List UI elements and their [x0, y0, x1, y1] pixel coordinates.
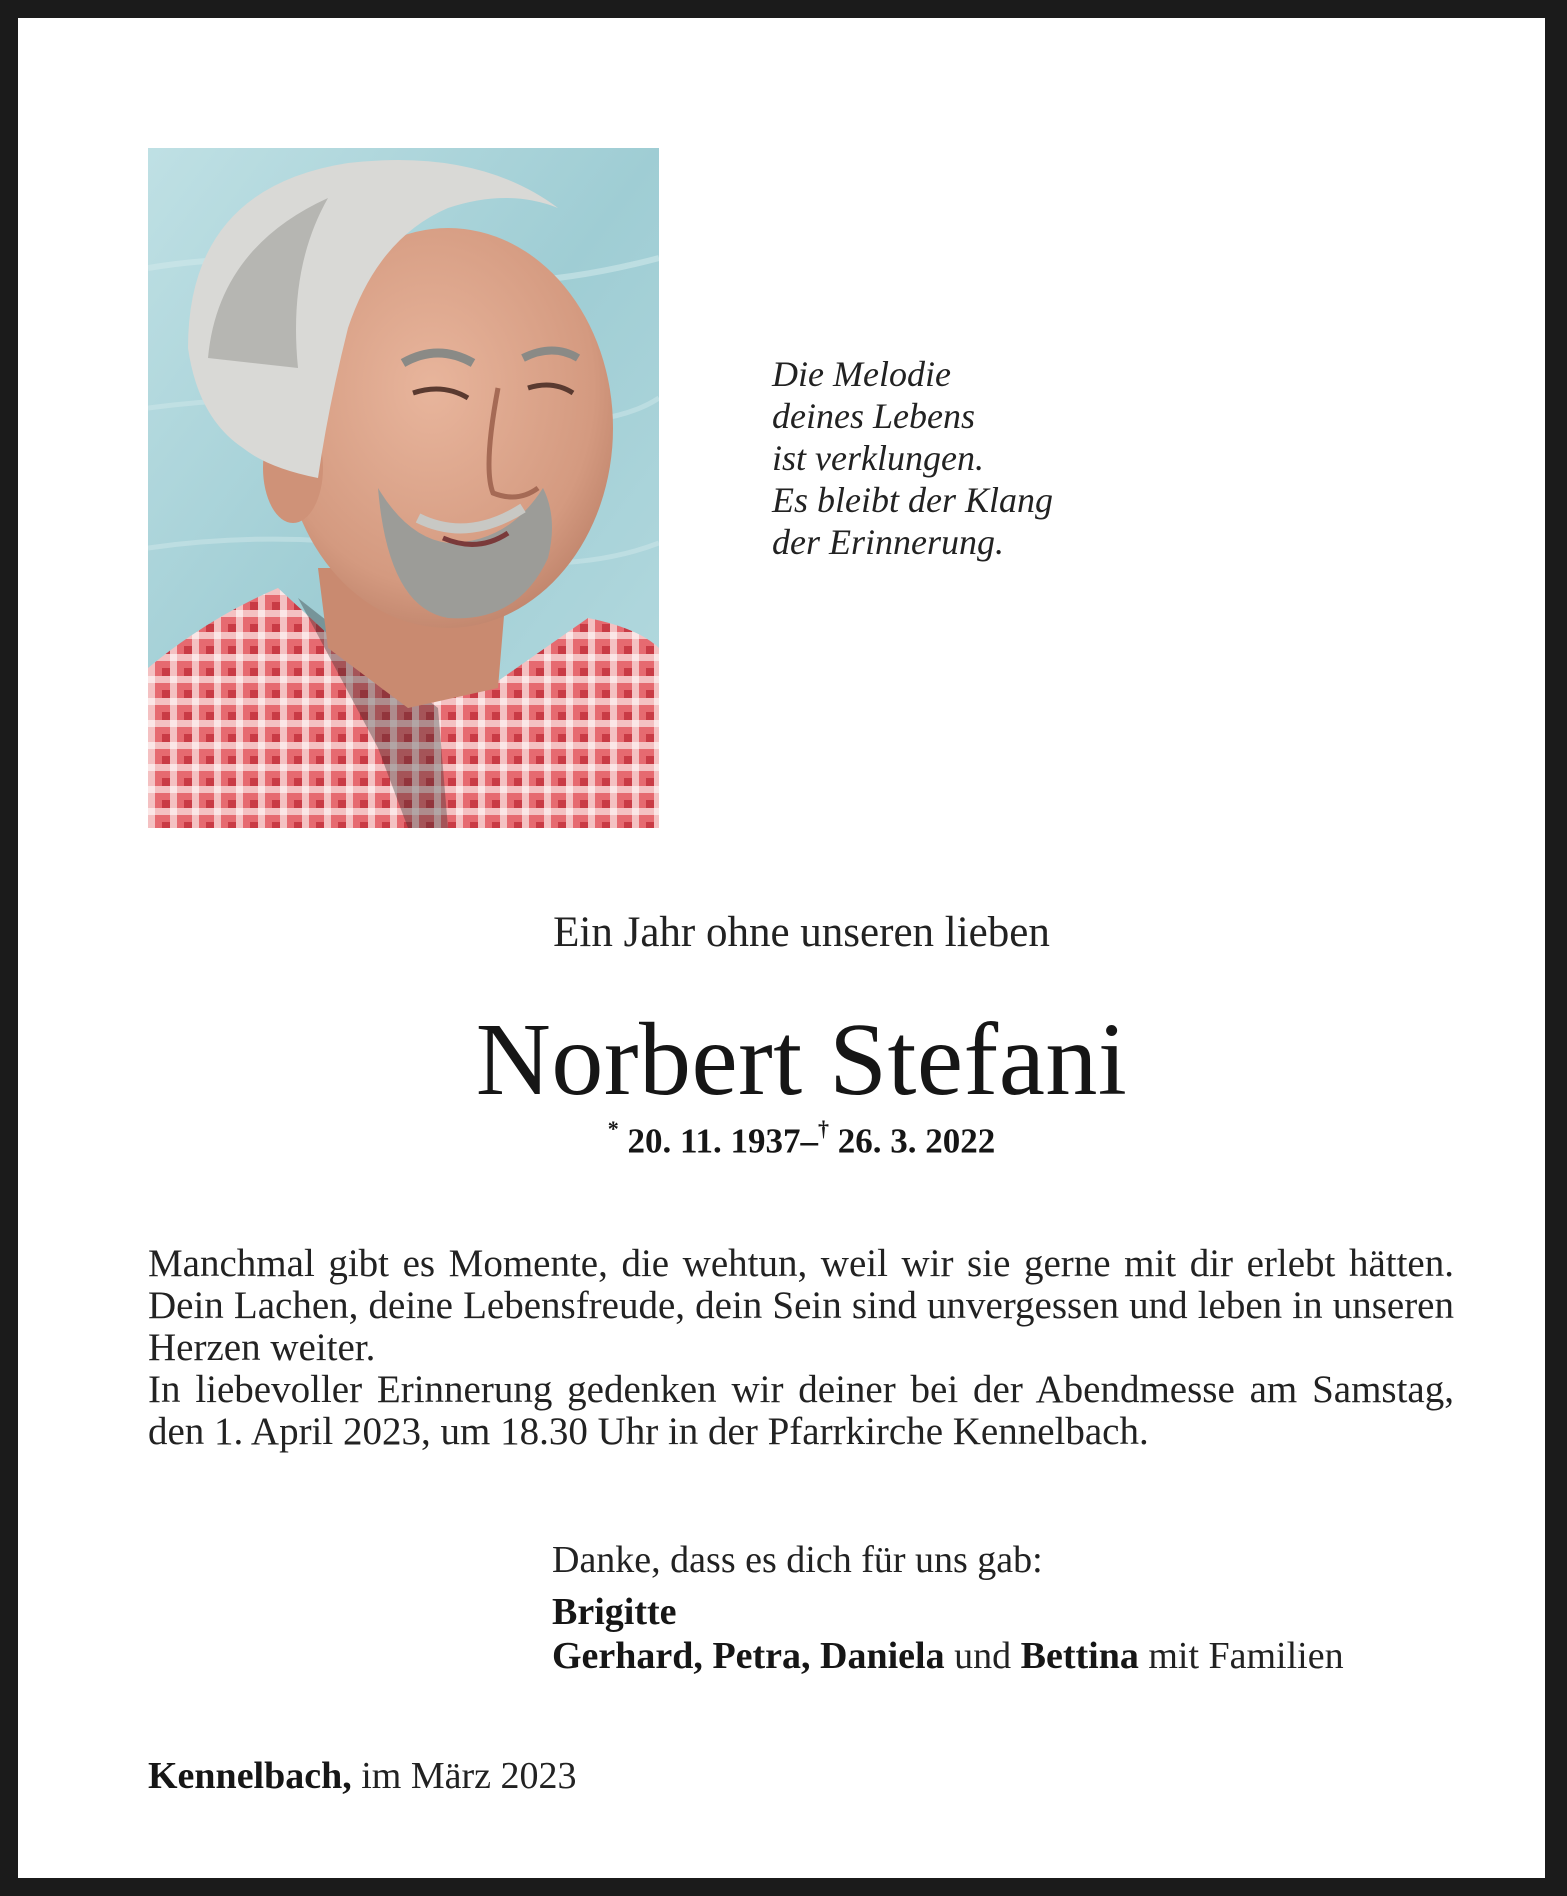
- thanks-lead: Danke, dass es dich für uns gab:: [552, 1539, 1043, 1581]
- family-name: Petra,: [712, 1635, 811, 1677]
- body-paragraph: In liebevoller Erinnerung gedenken wir deiner bei der Abendmesse am Samstag, den 1. April 2023, um 18.30 Uhr in der Pfarrkirche Kennelbach.: [148, 1368, 1454, 1453]
- quote-line: deines Lebens: [772, 396, 975, 436]
- quote-line: Die Melodie: [772, 354, 951, 394]
- intro-line: Ein Jahr ohne unseren lieben: [553, 909, 1050, 956]
- date-separator: –: [800, 1121, 819, 1161]
- signoff-place: Kennelbach,: [148, 1755, 352, 1797]
- memorial-quote: [772, 353, 1053, 563]
- body-text: [148, 1243, 1454, 1453]
- signoff-date: im März 2023: [361, 1755, 577, 1797]
- family-name: Brigitte: [552, 1591, 677, 1633]
- portrait-photo: [148, 148, 659, 828]
- signoff: [148, 1754, 577, 1798]
- connector: und: [954, 1635, 1012, 1677]
- deceased-name: Norbert Stefani: [475, 1002, 1128, 1117]
- family-name: Bettina: [1020, 1635, 1139, 1677]
- thanks-block: [552, 1538, 1344, 1678]
- death-date: 26. 3. 2022: [837, 1121, 996, 1161]
- family-name: Daniela: [820, 1635, 945, 1677]
- body-paragraph: Manchmal gibt es Momente, die wehtun, weil wir sie gerne mit dir erlebt hätten. Dein Lachen, deine Lebensfreude, dein Sein sind unvergessen und leben in unseren Herzen weiter.: [148, 1242, 1454, 1369]
- family-suffix: mit Familien: [1148, 1635, 1344, 1677]
- family-line-1: [552, 1590, 1344, 1634]
- quote-line: ist verklungen.: [772, 438, 984, 478]
- quote-line: Es bleibt der Klang: [772, 480, 1053, 520]
- birth-symbol: *: [607, 1116, 619, 1141]
- life-dates: [18, 1116, 1567, 1162]
- quote-line: der Erinnerung.: [772, 522, 1004, 562]
- family-line-2: [552, 1634, 1344, 1678]
- family-name: Gerhard,: [552, 1635, 703, 1677]
- birth-date: 20. 11. 1937: [627, 1121, 801, 1161]
- death-symbol: †: [818, 1116, 830, 1141]
